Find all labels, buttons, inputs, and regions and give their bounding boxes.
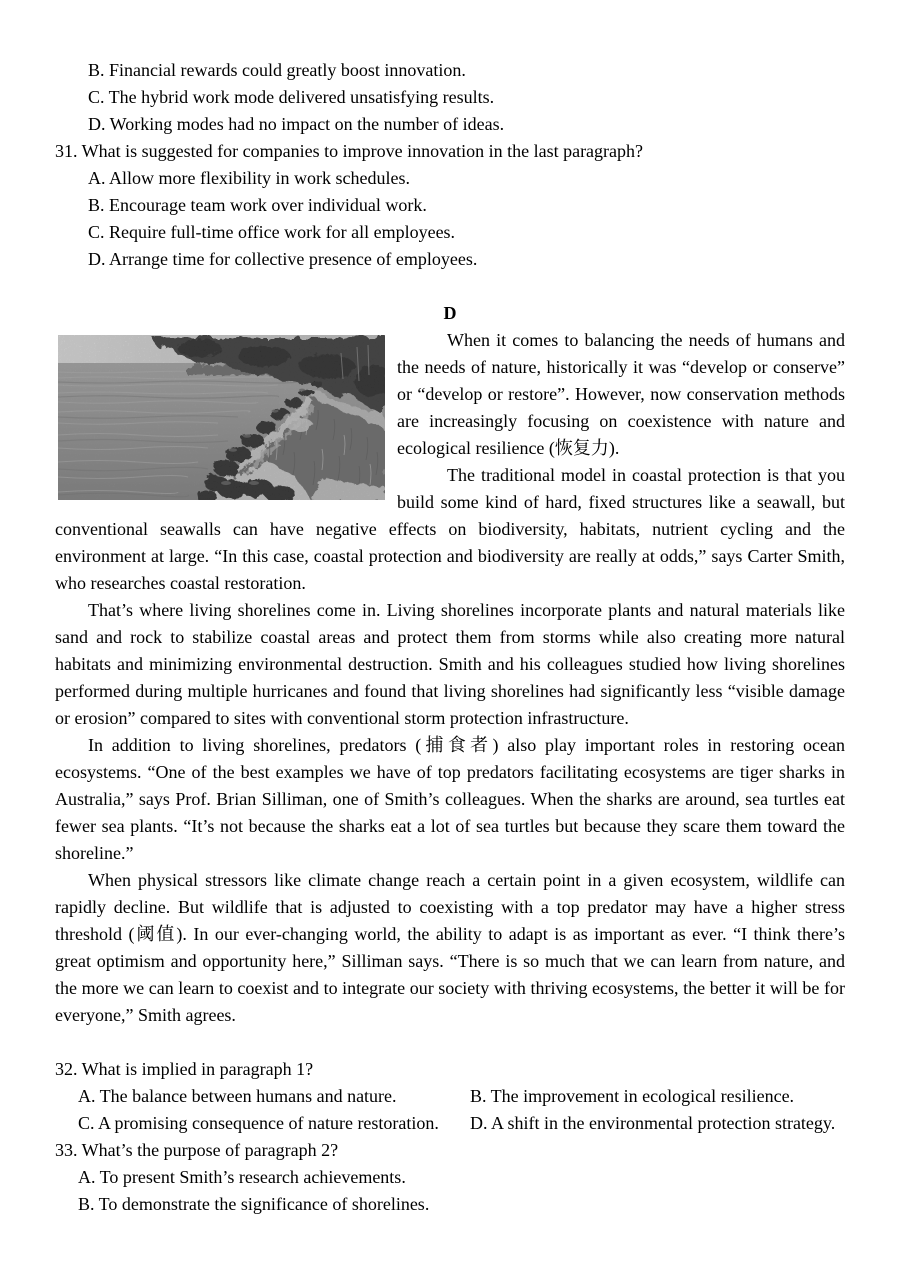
option: A. Allow more flexibility in work schedules. [88,168,410,188]
option: B. The improvement in ecological resilience. [470,1086,795,1106]
question-stem: 33. What’s the purpose of paragraph 2? [55,1140,339,1160]
question-33 [55,1137,845,1218]
reading-passage [55,327,845,1029]
shoreline-photo [58,335,385,500]
passage-paragraph-3: That’s where living shorelines come in. Living shorelines incorporate plants and natural materials like sand and rock to stabilize coastal areas and protect them from storms while also creating more natural habitats and minimizing environmental destruction. Smith and his colleagues studied how living shorelines performed during multiple hurricanes and found that living shorelines had significantly less “visible damage or erosion” compared to sites with conventional storm protection infrastructure. [55,600,845,728]
option: B. Financial rewards could greatly boost innovation. [88,60,466,80]
option: A. The balance between humans and nature. [78,1086,397,1106]
question-32 [55,1056,845,1137]
question-31 [55,138,845,273]
question-stem: 32. What is implied in paragraph 1? [55,1059,314,1079]
passage-paragraph-5: When physical stressors like climate change reach a certain point in a given ecosystem, wildlife can rapidly decline. But wildlife that is adjusted to coexisting with a top predator may have a higher stress threshold (阈值). In our ever-changing world, the ability to adapt is as important as ever. “I think there’s great optimism and opportunity here,” Silliman says. “There is so much that we can learn from nature, and the more we can learn to coexist and to integrate our society with thriving ecosystems, the better it will be for everyone,” Smith agrees. [55,870,845,1025]
question-stem: 31. What is suggested for companies to improve innovation in the last paragraph? [55,141,644,161]
option: D. Working modes had no impact on the number of ideas. [88,114,505,134]
option: B. Encourage team work over individual work. [88,195,427,215]
option: D. A shift in the environmental protection strategy. [470,1113,836,1133]
question-30-options [55,57,845,138]
passage-paragraph-4: In addition to living shorelines, predators (捕食者) also play important roles in restoring ocean ecosystems. “One of the best examples we have of top predators facilitating ecosystems are tiger sharks in Australia,” says Prof. Brian Silliman, one of Smith’s colleagues. When the sharks are around, sea turtles eat fewer sea plants. “It’s not because the sharks eat a lot of sea turtles but because they scare them toward the shoreline.” [55,735,845,863]
option: B. To demonstrate the significance of shorelines. [78,1194,430,1214]
option: C. Require full-time office work for all employees. [88,222,456,242]
option: A. To present Smith’s research achievements. [78,1167,406,1187]
option: C. The hybrid work mode delivered unsatisfying results. [88,87,495,107]
option: D. Arrange time for collective presence of employees. [88,249,478,269]
option: C. A promising consequence of nature restoration. [78,1113,439,1133]
passage-paragraph-2: The traditional model in coastal protection is that you build some kind of hard, fixed structures like a seawall, but conventional seawalls can have negative effects on biodiversity, habitats, nutrient cycling and the environment at large. “In this case, coastal protection and biodiversity are really at odds,” says Carter Smith, who researches coastal restoration. [55,465,845,593]
passage-paragraph-1: When it comes to balancing the needs of humans and the needs of nature, historically it was “develop or conserve” or “develop or restore”. However, now conservation methods are increasingly focusing on coexistence with nature and ecological resilience (恢复力). [397,330,845,458]
section-label: D [443,303,457,323]
